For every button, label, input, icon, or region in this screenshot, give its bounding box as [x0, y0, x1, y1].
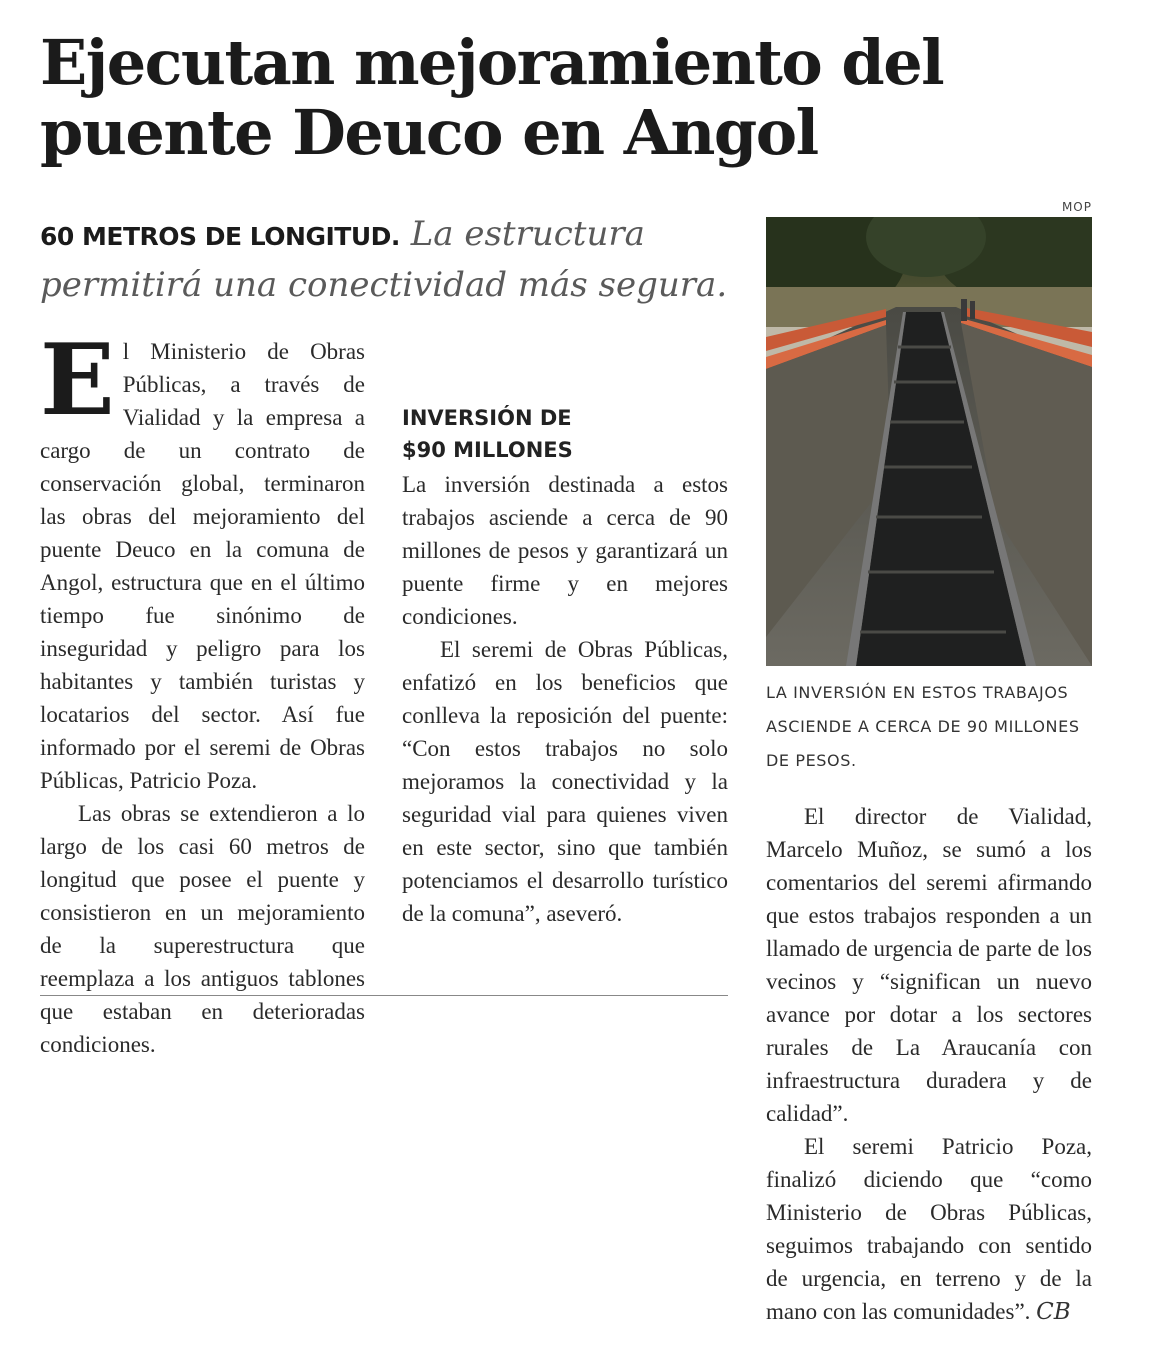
paragraph-5: El director de Vialidad, Marcelo Muñoz, se sumó a los comentarios del seremi afirmando que estos trabajos responden a un llamado de urgencia de parte de los vecinos y “significan un nuevo avance por dotar a los sectores rurales de La Araucanía con infraestructura duradera y de calidad”.: [766, 804, 1092, 1126]
paragraph-2: Las obras se extendieron a lo largo de los casi 60 metros de longitud que posee el puente y consistieron en un mejoramiento de la superestructura que reemplaza a los antiguos tablones que estaban en deterioradas condiciones.: [40, 801, 365, 1057]
section-subtitle-line-2: $90 MILLONES: [402, 438, 573, 462]
paragraph-1: [40, 323, 365, 797]
headline: Ejecutan mejoramiento del puente Deuco en Angol: [40, 26, 944, 169]
photo-credit: MOP: [1061, 200, 1092, 214]
subheadline: [40, 210, 740, 309]
paragraph-3: La inversión destinada a estos trabajos asciende a cerca de 90 millones de pesos y garantizará un puente firme y en mejores condiciones.: [402, 472, 728, 629]
paragraph-6: [766, 1130, 1092, 1329]
section-subtitle: [402, 402, 728, 466]
drop-cap: E: [40, 323, 115, 438]
paragraph-6-text: El seremi Patricio Poza, finalizó diciendo que “como Ministerio de Obras Públicas, seguimos trabajando con sentido de urgencia, en terreno y de la mano con las comunidades”.: [766, 1134, 1092, 1324]
kicker: 60 METROS DE LONGITUD.: [40, 222, 400, 251]
column-2: [402, 302, 728, 930]
column-1: [40, 323, 365, 1061]
column-3: [766, 800, 1092, 1329]
end-mark: CB: [1036, 1299, 1071, 1325]
column-rule: [40, 995, 728, 996]
paragraph-4: El seremi de Obras Públicas, enfatizó en los beneficios que conlleva la reposición del puente: “Con estos trabajos no solo mejoramos la conectividad y la seguridad vial para quienes viven en este sector, sino que también potenciamos el desarrollo turístico de la comuna”, aseveró.: [402, 637, 728, 926]
deck: La estructura permitirá una conectividad más segura.: [40, 214, 728, 305]
bridge-photo: [766, 217, 1092, 666]
photo-caption: LA INVERSIÓN EN ESTOS TRABAJOS ASCIENDE A CERCA DE 90 MILLONES DE PESOS.: [766, 683, 1080, 770]
section-subtitle-line-1: INVERSIÓN DE: [402, 406, 572, 430]
paragraph-1-text: l Ministerio de Obras Públicas, a través de Vialidad y la empresa a cargo de un contrato de conservación global, terminaron las obras del mejoramiento del puente Deuco en la comuna de Angol, estructura que en el último tiempo fue sinónimo de inseguridad y peligro para los habitantes y también turistas y locatarios del sector. Así fue informado por el seremi de Obras Públicas, Patricio Poza.: [40, 339, 365, 793]
bridge-illustration: [766, 217, 1092, 666]
